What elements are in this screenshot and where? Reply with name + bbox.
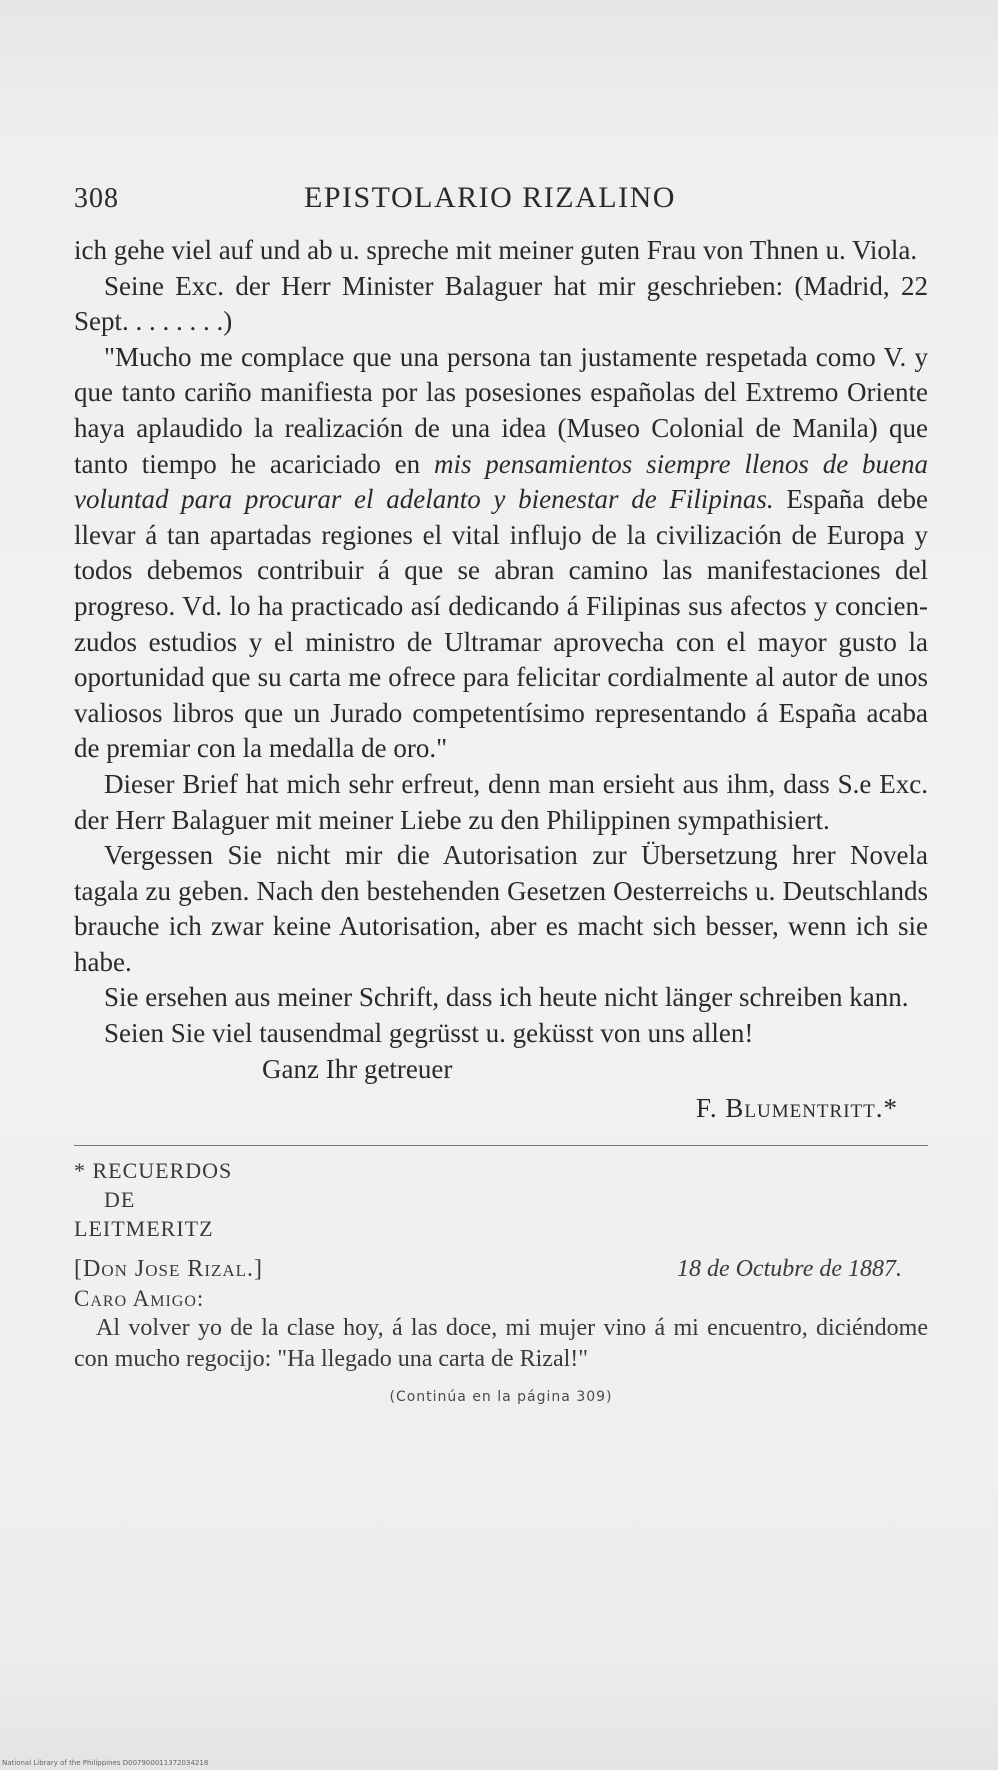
paragraph-1: ich gehe viel auf und ab u. spreche mit meiner guten Frau von Thnen u. Viola.: [74, 235, 918, 265]
paragraph-7: Seien Sie viel tausendmal gegrüsst u. geküsst von uns allen!: [104, 1018, 754, 1049]
footnote-addressee: [Don Jose Rizal.]: [74, 1255, 264, 1282]
page-number: 308: [74, 183, 119, 214]
document-page: [74, 175, 928, 1412]
library-stamp: National Library of the Philippines D007900011372034218: [2, 1759, 209, 1767]
running-title: EPISTOLARIO RIZALINO: [304, 181, 676, 214]
letter-body: [74, 233, 928, 1127]
footnote-heading: [74, 1156, 928, 1243]
footnote-address-row: [74, 1255, 928, 1284]
quoted-letter: [74, 340, 928, 767]
footnote-divider: [74, 1145, 928, 1146]
paragraph-6: Sie ersehen aus meiner Schrift, dass ich heute nicht länger schreiben kann.: [104, 982, 909, 1013]
paragraph-4: Dieser Brief hat mich sehr erfreut, denn man ersieht aus ihm, dass S.e Exc. der Herr Balaguer mit meiner Liebe zu den Philippinen sympathisiert.: [74, 768, 928, 835]
signature: [74, 1091, 928, 1127]
footnote-heading-line-3: LEITMERITZ: [74, 1215, 214, 1241]
footnote-heading-line-1: * RECUERDOS: [74, 1157, 233, 1183]
closing-greeting: Ganz Ihr getreuer: [262, 1053, 453, 1084]
quote-part-b: España debe llevar á tan apartadas regiones el vital influjo de la civilización de Europa y todos debemos contribuir á que se abran camino las manifestaciones del progreso. Vd. lo ha practicado así dedicando á Filipinas sus afectos y concienzudos estudios y el ministro de Ultramar aprovecha con el mayor gusto la oportunidad que su carta me ofrece para felicitar cordialmente al autor de unos valiosos libros que un Jurado competentísimo representando á España acaba de premiar con la medalla de oro.": [74, 484, 928, 764]
footnote-salutation: Caro Amigo:: [74, 1285, 205, 1311]
quote-italic: mis pensamientos siempre llenos de buena voluntad para procurar el adelanto y bienestar de Filipinas.: [74, 448, 929, 515]
page-header: [74, 175, 928, 225]
paragraph-5: Vergessen Sie nicht mir die Autorisation zur Übersetzung hrer Novela tagala zu geben. Nach den bestehenden Gesetzen Oesterreichs u. Deutschlands brauche ich zwar keine Autorisation, aber es macht sich besser, wenn ich sie habe.: [74, 840, 928, 977]
footnote-text: Al volver yo de la clase hoy, á las doce, mi mujer vino á mi encuentro, diciéndome con mucho regocijo: "Ha llegado una carta de Rizal!": [74, 1314, 928, 1372]
continued-note: (Continúa en la página 309): [389, 1388, 613, 1405]
quote-part-a: "Mucho me complace que una persona tan justamente respetada como V. y que tanto cariño manifiesta por las posesiones españolas del Extremo Oriente haya aplaudido la realización de una idea (Museo Colonial de Manila) que tanto tiempo he acariciado en: [74, 341, 928, 479]
paragraph-2: Seine Exc. der Herr Minister Balaguer hat mir geschrieben: (Madrid, 22 Sept. . . . . . . .): [74, 270, 928, 337]
footnote-heading-line-2: DE: [104, 1186, 136, 1212]
footnote: [74, 1156, 928, 1412]
footnote-date: 18 de Octubre de 1887.: [676, 1255, 902, 1282]
signature-text: F. Blumentritt.*: [696, 1093, 898, 1124]
